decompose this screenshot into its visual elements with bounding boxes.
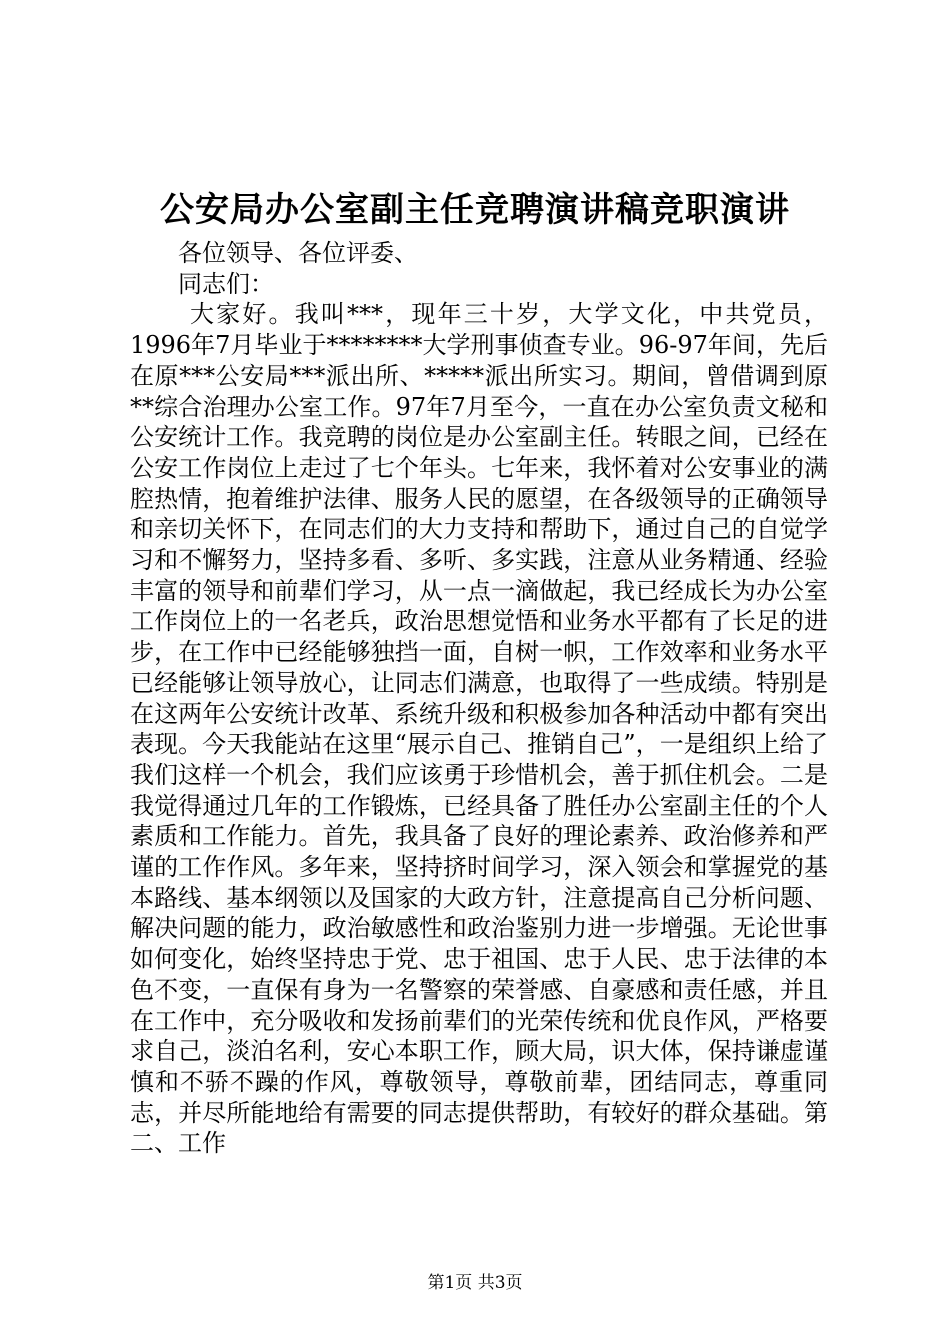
salutation-line-2: 同志们： [178, 269, 274, 298]
document-body [130, 238, 828, 1159]
document-title: 公安局办公室副主任竞聘演讲稿竞职演讲 [160, 190, 790, 230]
page-footer: 第1页 共3页 [427, 1273, 523, 1293]
salutation-line-1: 各位领导、各位评委、 [178, 239, 418, 267]
body-paragraph: 大家好。我叫***，现年三十岁，大学文化，中共党员，1996年7月毕业于********大学刑事侦查专业。96-97年间，先后在原***公安局***派出所、*****派出所实习。期间，曾借调到原**综合治理办公室工作。97年7月至今，一直在办公室负责文秘和公安统计工作。我竞聘的岗位是办公室副主任。转眼之间，已经在公安工作岗位上走过了七个年头。七年来，我怀着对公安事业的满腔热情，抱着维护法律、服务人民的愿望，在各级领导的正确领导和亲切关怀下，在同志们的大力支持和帮助下，通过自己的自觉学习和不懈努力，坚持多看、多听、多实践，注意从业务精通、经验丰富的领导和前辈们学习，从一点一滴做起，我已经成长为办公室工作岗位上的一名老兵，政治思想觉悟和业务水平都有了长足的进步，在工作中已经能够独挡一面，自树一帜，工作效率和业务水平已经能够让领导放心，让同志们满意，也取得了一些成绩。特别是在这两年公安统计改革、系统升级和积极参加各种活动中都有突出表现。今天我能站在这里“展示自己、推销自己”，一是组织上给了我们这样一个机会，我们应该勇于珍惜机会，善于抓住机会。二是我觉得通过几年的工作锻炼，已经具备了胜任办公室副主任的个人素质和工作能力。首先，我具备了良好的理论素养、政治修养和严谨的工作作风。多年来，坚持挤时间学习，深入领会和掌握党的基本路线、基本纲领以及国家的大政方针，注意提高自己分析问题、解决问题的能力，政治敏感性和政治鉴别力进一步增强。无论世事如何变化，始终坚持忠于党、忠于祖国、忠于人民、忠于法律的本色不变，一直保有身为一名警察的荣誉感、自豪感和责任感，并且在工作中，充分吸收和发扬前辈们的光荣传统和优良作风，严格要求自己，淡泊名利，安心本职工作，顾大局，识大体，保持谦虚谨慎和不骄不躁的作风，尊敬领导，尊敬前辈，团结同志，尊重同志，并尽所能地给有需要的同志提供帮助，有较好的群众基础。第二、工作 [130, 300, 828, 1158]
